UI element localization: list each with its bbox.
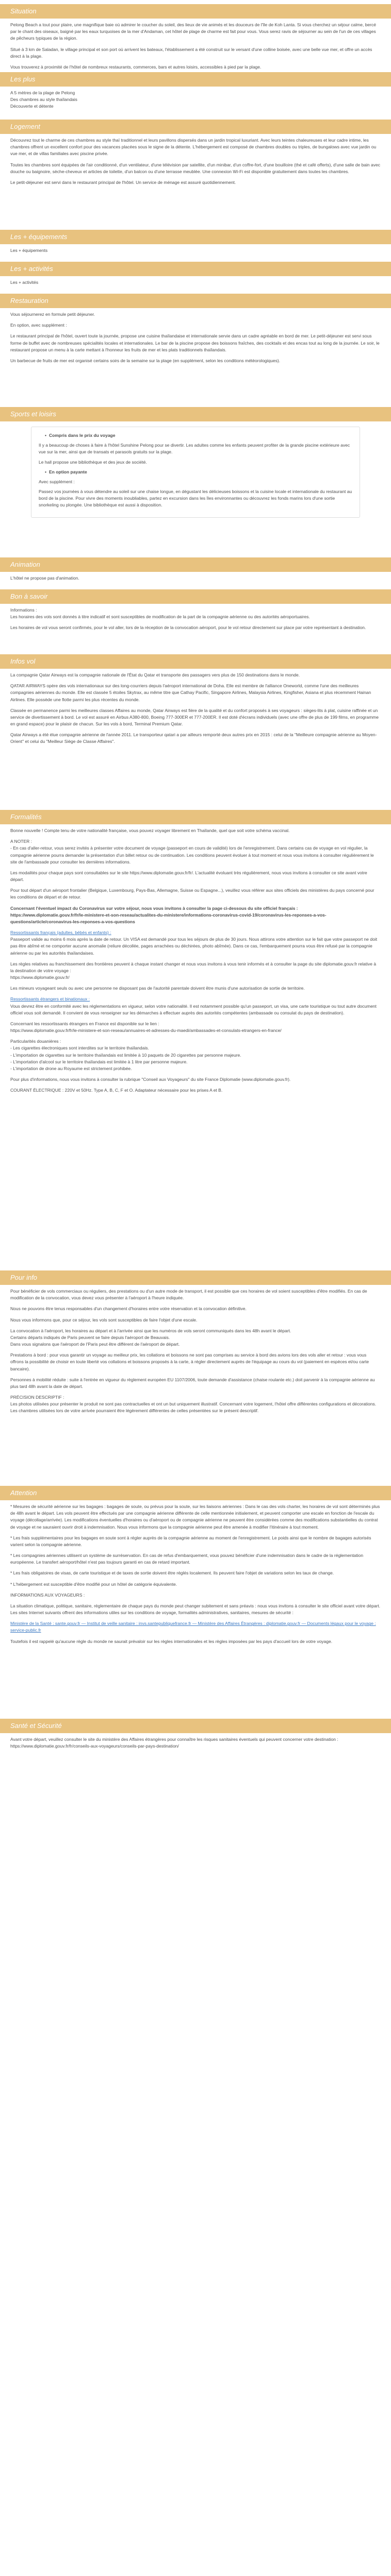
paragraph: * Mesures de sécurité aérienne sur les bagages : bagages de soute, ou prévus pour la soute, sur les liaisons aériennes : Dans le cas des vols charter, les horaires de vol sont déterminés plus de 48h avant le départ. Les vols peuvent être effectués par une compagnie aérienne différente de celle mentionnée initialement, et peuvent comporter une escale en fonction de l'escale du voyage (décollage/arrivée). Les modifications éventuelles d'horaires ou d'aéroport ou de compagnie aérienne ne peuvent être considérées comme des modifications substantielles du contrat de voyage et ne sauraient ouvrir droit à indemnisation. Nous vous informons que la compagnie aérienne peut être amenée à modifier l'itinéraire à tout moment. — [10, 1504, 380, 1530]
paragraph: Personnes à mobilité réduite : suite à l'entrée en vigueur du règlement européen EU 1107/2006, toute demande d'assistance (chaise roulante etc.) doit parvenir à la compagnie aérienne au plus tard 48h avant la date de départ. — [10, 1377, 375, 1389]
paragraph: Informations : — [10, 607, 37, 613]
section-header — [0, 810, 391, 824]
section-body — [0, 1285, 391, 1415]
section-body — [0, 421, 391, 518]
section-header — [0, 72, 391, 87]
paragraph: - L'importation de cigarettes sur le territoire thaïlandais est limitée à 10 paquets de 20 cigarettes par personne majeure. — [10, 1052, 241, 1058]
paragraph: - En cas d'aller-retour, vous serez invités à présenter votre document de voyage (passeport en cours de validité) lors de l'enregistrement. Dans certains cas de voyage en vol régulier, la compagnie aérienne pourra demander la présentation d'un billet retour ou de continuation. Les conditions peuvent évoluer à tout moment et nous vous invitons à consulter régulièrement le site de l'ambassade pour consulter les dernières informations. — [10, 845, 374, 865]
paragraph: Toutefois il est rappelé qu'aucune règle du monde ne saurait prévaloir sur les règles internationales et les règles imposées par les pays d'accueil lors de votre voyage. — [10, 1638, 333, 1644]
section-header — [0, 407, 391, 421]
paragraph: Pelong Beach a tout pour plaire, une magnifique baie où admirer le coucher du soleil, des lieux de vie animés et les douceurs de l'île de Koh Lanta. Si vous cherchez un séjour calme, bercé par le chant des oiseaux, baigné par les eaux turquoises de la mer d'Andaman, cet hôtel de plage de charme est fait pour vous. Vous serez ravis de séjourner au sein de l'un de ces villages de pêcheurs typiques de la région. — [10, 22, 376, 41]
bullet-list — [39, 432, 352, 439]
paragraph: Passeport valide au moins 6 mois après la date de retour. Un VISA est demandé pour tous les séjours de plus de 30 jours. Nous attirons votre attention sur le fait que votre passeport ne doit pas être abîmé et ne comporter aucune anomalie (reliure décollée, pages arrachées ou déchirées, photo abîmée). Dans ce cas, l'embarquement pourra vous être refusé par la compagnie aérienne ou par les autorités thaïlandaises. — [10, 937, 378, 956]
section-header — [0, 1486, 391, 1500]
paragraph: COURANT ÉLECTRIQUE : 220V et 50Hz. Type A, B, C, F et O. Adaptateur nécessaire pour les prises A et B. — [10, 1088, 223, 1093]
section-infos-vol — [0, 654, 391, 750]
section-equipements — [0, 230, 391, 258]
paragraph: Les mineurs voyageant seuls ou avec une personne ne disposant pas de l'autorité parentale doivent être munis d'une autorisation de sortie de territoire. — [10, 986, 305, 991]
section-header — [0, 557, 391, 572]
paragraph: Nous ne pouvons être tenus responsables d'un changement d'horaires entre votre réservation et la convocation définitive. — [10, 1306, 247, 1312]
section-title: Bon à savoir — [10, 592, 48, 600]
paragraph: Situé à 3 km de Saladan, le village principal et son port où arrivent les bateaux, l'établissement a été construit sur le versant d'une colline boisée, avec une belle vue mer, et offre un accès direct à la plage. — [10, 46, 372, 59]
section-title: Logement — [10, 123, 40, 130]
section-title: Les + équipements — [10, 233, 68, 241]
section-body — [0, 276, 391, 286]
section-attention — [0, 1486, 391, 1649]
paragraph: INFORMATIONS AUX VOYAGEURS : — [10, 1592, 85, 1598]
section-title: Infos vol — [10, 657, 36, 665]
section-title: Pour info — [10, 1274, 38, 1281]
section-body — [0, 1500, 391, 1645]
paragraph: Les photos utilisées pour présenter le produit ne sont pas contractuelles et ont un but uniquement illustratif. Concernant votre logement, l'hôtel offre différentes configurations et décorations. Les chambres utilisées lors de votre arrivée pourraient être légèrement différentes de celles présentées sur le présent descriptif. — [10, 1401, 377, 1414]
paragraph: L'hôtel ne propose pas d'animation. — [10, 575, 79, 581]
paragraph: Avec supplément : — [39, 479, 75, 484]
section-body — [0, 824, 391, 1094]
paragraph: Les horaires de vol vous seront confirmés, pour le vol aller, lors de la réception de la convocation aéroport, pour le vol retour directement sur place par votre représentant à destination. — [10, 625, 366, 631]
section-title: Les + activités — [10, 265, 53, 273]
paragraph: Les règles relatives au franchissement des frontières peuvent à chaque instant changer et nous vous invitons à vous tenir informés et à consulter la page du site diplomatie.gouv.fr relative à la destination de votre voyage : — [10, 961, 377, 973]
list-item: Découverte et détente — [10, 104, 54, 109]
section-animation — [0, 557, 391, 586]
section-title: Formalités — [10, 813, 42, 821]
paragraph: Le petit-déjeuner est servi dans le restaurant principal de l'hôtel. Un service de ménage est assuré quotidiennement. — [10, 179, 236, 185]
paragraph: Pour tout départ d'un aéroport frontalier (Belgique, Luxembourg, Pays-Bas, Allemagne, Suisse ou Espagne...), veuillez vous référer aux sites officiels des ministères du pays concerné pour les conditions de départ et de retour. — [10, 888, 374, 900]
paragraph: Bonne nouvelle ! Compte tenu de votre nationalité française, vous pouvez voyager librement en Thaïlande, quel que soit votre schéma vaccinal. — [10, 828, 290, 833]
section-body — [0, 134, 391, 186]
paragraph: Qatar Airways a été élue compagnie aérienne de l'année 2011. Le transporteur qatari a par ailleurs remporté deux autres prix en 2015 : celui de la "Meilleure compagnie aérienne au Moyen-Orient" et celui du "Meilleur Siège de Classe Affaires". — [10, 732, 377, 744]
paragraph: Les + équipements — [10, 248, 48, 253]
section-sports — [0, 407, 391, 518]
section-situation — [0, 4, 391, 73]
paragraph: Concernant les ressortissants étrangers en France est disponible sur le lien : — [10, 1021, 159, 1026]
paragraph: En option, avec supplément : — [10, 323, 67, 328]
section-restauration — [0, 294, 391, 368]
section-body — [0, 669, 391, 745]
section-title: Sports et loisirs — [10, 410, 56, 418]
section-header — [0, 230, 391, 244]
section-body — [0, 87, 391, 110]
bullet-heading: • Compris dans le prix du voyage — [45, 432, 352, 439]
section-body — [0, 308, 391, 364]
section-body — [0, 1733, 391, 1750]
link-covid[interactable]: https://www.diplomatie.gouv.fr/fr/le-ministere-et-son-reseau/actualites-du-ministere/informations-coronavirus-covid-19/coronavirus-les-reponses-a-vos-questions/article/coronavirus-les-reponses-a-vos-questions — [10, 912, 327, 924]
paragraph: Avant votre départ, veuillez consulter le site du ministère des Affaires étrangères pour connaître les risques sanitaires éventuels qui peuvent concerner votre destination : https://www.diplomatie.gouv.fr/fr/conseils-aux-voyageurs/conseils-par-pays-destination/ — [10, 1737, 338, 1749]
section-body — [0, 244, 391, 254]
paragraph: Le restaurant principal de l'hôtel, ouvert toute la journée, propose une cuisine thaïlandaise et internationale servie dans un cadre agréable en bord de mer. Le petit-déjeuner est servi sous forme de buffet avec de nombreuses spécialités locales et internationales. Le bar de la piscine propose des boissons fraîches, des cocktails et des encas tout au long de la journée. Le soir, le restaurant propose un menu à la carte mettant à l'honneur les fruits de mer et les plats traditionnels thaïlandais. — [10, 333, 380, 352]
section-header — [0, 1719, 391, 1733]
paragraph: * Les frais supplémentaires pour les bagages en soute sont à régler auprès de la compagnie aérienne au moment de l'enregistrement. Le poids ainsi que le nombre de bagages autorisés varient selon la compagnie aérienne. — [10, 1535, 371, 1547]
paragraph: Classée en permanence parmi les meilleures classes Affaires au monde, Qatar Airways est fière de la qualité et du confort proposés à ses voyageurs : sièges-lits à plat, cuisine raffinée et un service de divertissement à bord. Le vol est assuré en Airbus A380-800, Boeing 777-300ER et 777-200ER. Il est doté d'écrans individuels (avec une offre de plus de 199 films, en programme en grand espace) pour le plaisir de chacun. Sur les vols à bord, Terminal Premium Qatar. — [10, 707, 379, 727]
section-body — [0, 572, 391, 582]
paragraph: Vous devrez être en conformité avec les réglementations en vigueur, selon votre nationalité. Il est notamment possible qu'un passeport, un visa, une carte touristique ou tout autre document officiel vous soit demandé. Il convient de vous renseigner sur les démarches à effectuer auprès des autorités compétentes (ambassade ou consulat du pays de destination). — [10, 1003, 377, 1015]
list-item: Des chambres au style thaïlandais — [10, 97, 77, 103]
section-body — [0, 604, 391, 632]
paragraph: Toutes les chambres sont équipées de l'air conditionné, d'un ventilateur, d'une télévision par satellite, d'un minibar, d'un coffre-fort, d'une bouilloire (thé et café offerts), d'une salle de bain avec douche ou baignoire, sèche-cheveux et articles de toilette, d'un balcon ou d'une terrasse meublée. Une connexion Wi-Fi est disponible gratuitement dans toutes les chambres. — [10, 162, 380, 174]
paragraph: Les modalités pour chaque pays sont consultables sur le site https://www.diplomatie.gouv.fr/fr/. L'actualité évoluant très régulièrement, nous vous invitons à consulter ce site avant votre départ. — [10, 870, 367, 883]
section-title: Restauration — [10, 297, 48, 304]
paragraph[interactable]: Ministère de la Santé : sante.gouv.fr — Institut de veille sanitaire : invs.santepubliquefrance.fr — Ministère des Affaires Étrangères : diplomatie.gouv.fr — Documents légaux pour le voyage : service-public.fr — [10, 1621, 376, 1633]
section-title: Situation — [10, 7, 37, 15]
section-header — [0, 589, 391, 604]
paragraph: Certains départs indiqués de Paris peuvent se faire depuis l'aéroport de Beauvais. — [10, 1334, 170, 1340]
section-bon-a-savoir — [0, 589, 391, 636]
paragraph: Particularités douanières : — [10, 1039, 61, 1044]
bullet-heading: • En option payante — [45, 469, 352, 476]
paragraph: La situation climatique, politique, sanitaire, réglementaire de chaque pays du monde peut changer subitement et sans préavis : nous vous invitons à consulter le site officiel avant votre départ. Les sites Internet suivants offrent des informations utiles sur les conditions de voyage, formalités administratives, sanitaires, mesures de sécurité : — [10, 1603, 381, 1616]
section-header — [0, 654, 391, 669]
paragraph: Vous trouverez à proximité de l'hôtel de nombreux restaurants, commerces, bars et autres loisirs, accessibles à pied par la plage. — [10, 64, 262, 70]
section-header — [0, 4, 391, 19]
section-pluses — [0, 72, 391, 110]
paragraph: * Les frais obligatoires de visas, de carte touristique et de taxes de sortie doivent être réglés localement. Ils peuvent faire l'objet de variations selon les taux de change. — [10, 1570, 334, 1576]
paragraph: La convocation à l'aéroport, les horaires au départ et à l'arrivée ainsi que les numéros de vols seront communiqués dans les 48h avant le départ. — [10, 1328, 291, 1333]
paragraph: - Les cigarettes électroniques sont interdites sur le territoire thaïlandais. — [10, 1045, 149, 1051]
section-header — [0, 120, 391, 134]
link-diplomatie[interactable]: https://www.diplomatie.gouv.fr/ — [10, 975, 70, 980]
paragraph: * L'hébergement est susceptible d'être modifié pour un hôtel de catégorie équivalente. — [10, 1581, 177, 1587]
paragraph: Les + activités — [10, 280, 39, 285]
section-activites — [0, 262, 391, 290]
section-title: Animation — [10, 561, 40, 568]
paragraph: Passez vos journées à vous détendre au soleil sur une chaise longue, en dégustant les délicieuses boissons et la cuisine locale et internationale du restaurant au bord de la piscine. Pour vivre des moments inoubliables, partez en excursion dans les îles environnantes ou découvrez les fonds marins lors d'une sortie snorkeling ou plongée. Une bibliothèque est aussi à disposition. — [39, 489, 352, 508]
bullet-list — [39, 469, 352, 476]
paragraph: Le hall propose une bibliothèque et des jeux de société. — [39, 459, 147, 465]
paragraph: Dans vous signalons que l'aéroport de l'Paris peut être différent de l'aéroport de départ. — [10, 1342, 180, 1347]
paragraph: PRÉCISION DESCRIPTIF : — [10, 1395, 64, 1400]
section-title: Les plus — [10, 75, 36, 83]
paragraph: La compagnie Qatar Airways est la compagnie nationale de l'État du Qatar et transporte des passagers vers plus de 150 destinations dans le monde. — [10, 672, 300, 677]
paragraph: Un barbecue de fruits de mer est organisé certains soirs de la semaine sur la plage (en supplément, selon les conditions météorologiques). — [10, 358, 281, 363]
paragraph: - L'importation d'alcool sur le territoire thaïlandais est limitée à 1 litre par personne majeure. — [10, 1059, 188, 1064]
paragraph: Les horaires des vols sont donnés à titre indicatif et sont susceptibles de modification de la part de la compagnie aérienne ou des autorités aéroportuaires. — [10, 614, 310, 620]
paragraph: Découvrez tout le charme de ces chambres au style thaï traditionnel et leurs pavillons dispersés dans un jardin tropical luxuriant. Avec leurs teintes chaleureuses et leur cadre intime, les chambres offrent un excellent confort pour des vacances placées sous le signe de la détente. L'hébergement est composé de chambres doubles ou triples, de bungalows avec vue jardin ou vue mer, et de villas familiales avec piscine privée. — [10, 138, 377, 157]
paragraph: Pour bénéficier de vols commerciaux ou réguliers, des prestations ou d'un autre mode de transport, il est possible que ces horaires de vol soient susceptibles d'être modifiés. En cas de modification de la convocation, vous devez vous présenter à l'aéroport à l'heure indiquée. — [10, 1289, 367, 1301]
section-header — [0, 1270, 391, 1285]
paragraph: Il y a beaucoup de choses à faire à l'hôtel Sunshine Pelong pour se divertir. Les adultes comme les enfants peuvent profiter de la grande piscine extérieure avec vue sur la mer, ainsi que de transats et parasols gratuits sur la plage. — [39, 443, 350, 455]
paragraph: Concernant l'éventuel impact du Coronavirus sur votre séjour, nous vous invitons à consulter la page ci-dessous du site officiel français : — [10, 905, 298, 911]
section-header — [0, 294, 391, 308]
paragraph: Pour plus d'informations, nous vous invitons à consulter la rubrique "Conseil aux Voyageurs" du site France Diplomatie (www.diplomatie.gouv.fr). — [10, 1077, 291, 1082]
paragraph: Vous séjournerez en formule petit déjeuner. — [10, 312, 95, 317]
content-box — [31, 427, 360, 518]
section-logement — [0, 120, 391, 190]
paragraph: Prestations à bord : pour vous garantir un voyage au meilleur prix, les collations et boissons ne sont pas comprises au service à bord des avions lors des vols aller et retour : vous vous offrons la possibilité de choisir en toute liberté vos collations et boissons proposés à la carte, à régler directement auprès de l'équipage au cours du vol (paiement en espèces et/ou carte bancaire). — [10, 1352, 369, 1371]
section-formalites — [0, 810, 391, 1098]
section-title: Santé et Sécurité — [10, 1722, 62, 1730]
link-ambassades[interactable]: https://www.diplomatie.gouv.fr/fr/le-ministere-et-son-reseau/annuaires-et-adresses-du-maedi/ambassades-et-consulats-etrangers-en-france/ — [10, 1028, 282, 1033]
paragraph: A NOTER : — [10, 839, 32, 844]
paragraph: - L'importation de drone au Royaume est strictement prohibée. — [10, 1065, 132, 1071]
section-pour-info — [0, 1270, 391, 1419]
paragraph: Nous vous informons que, pour ce séjour, les vols sont susceptibles de faire l'objet d'une escale. — [10, 1317, 198, 1323]
paragraph: QATAR AIRWAYS opère des vols internationaux sur des long-courriers depuis l'aéroport international de Doha. Elle est membre de l'alliance Oneworld, comme l'une des meilleures compagnies aériennes du monde. Elle est classée 5 étoiles Skytrax, au même titre que Cathay Pacific, Singapore Airlines, Malaysia Airlines, Kingfisher, Asiana et plus récemment Hainan Airlines. Elle possède une flotte parmi les plus récentes du monde. — [10, 683, 371, 702]
paragraph: Ressortissants étrangers et binationaux : — [10, 996, 90, 1002]
section-title: Attention — [10, 1489, 37, 1497]
list-item: A 5 mètres de la plage de Pelong — [10, 90, 75, 95]
paragraph: Ressortissants français (adultes, bébés et enfants) : — [10, 930, 111, 936]
section-body — [0, 19, 391, 73]
paragraph: * Les compagnies aériennes utilisent un système de surréservation. En cas de refus d'embarquement, vous pouvez bénéficier d'une indemnisation dans le cadre de la réglementation européenne. Le transfert aéroport/hôtel n'est pas toujours garanti en cas de retard important. — [10, 1553, 364, 1565]
section-header — [0, 262, 391, 276]
section-sante — [0, 1719, 391, 1754]
